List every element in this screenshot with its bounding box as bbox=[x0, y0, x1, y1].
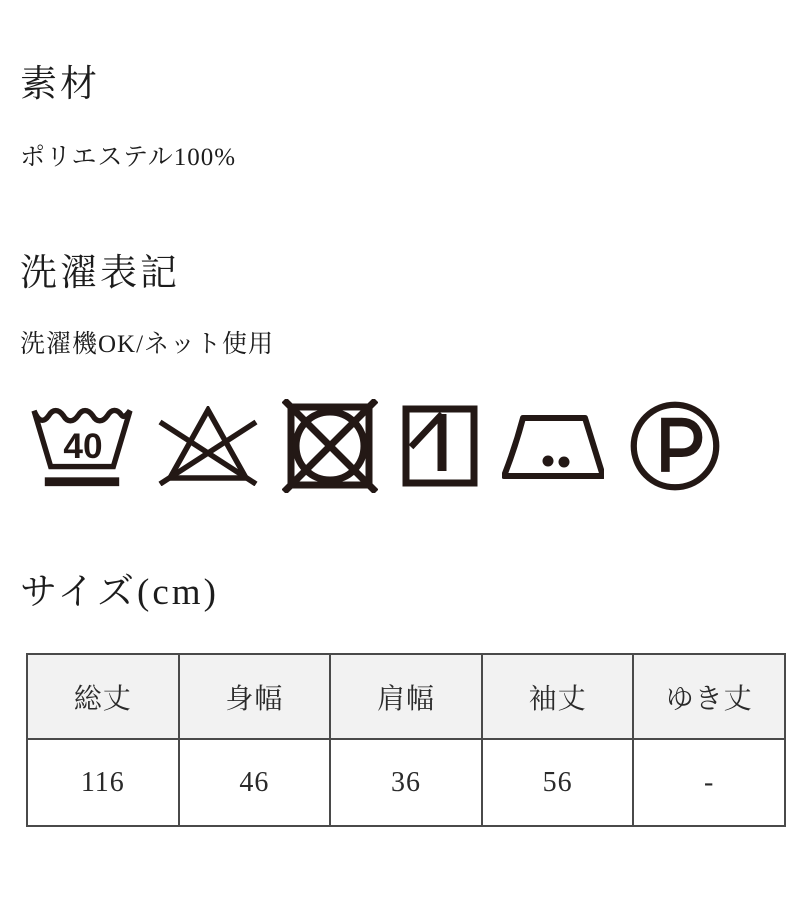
size-table-header-row bbox=[27, 654, 785, 739]
size-table-header-cell: 総丈 bbox=[27, 654, 179, 739]
material-section-title: 素材 bbox=[20, 64, 100, 105]
size-section-title: サイズ(cm) bbox=[20, 572, 219, 614]
size-table-value-cell: - bbox=[633, 739, 785, 826]
size-table bbox=[26, 653, 786, 827]
care-symbols-row bbox=[30, 396, 776, 496]
laundry-note: 洗濯機OK/ネット使用 bbox=[20, 331, 275, 359]
iron-two-dots-icon bbox=[502, 412, 604, 480]
size-table-row bbox=[27, 739, 785, 826]
wash-tub-40-mild-icon bbox=[30, 400, 134, 493]
size-table-value-cell: 116 bbox=[27, 739, 179, 826]
line-dry-in-shade-icon bbox=[402, 405, 478, 487]
size-table-header-cell: ゆき丈 bbox=[633, 654, 785, 739]
size-table-header-cell: 肩幅 bbox=[330, 654, 482, 739]
size-table-header-cell: 袖丈 bbox=[482, 654, 634, 739]
size-table-value-cell: 46 bbox=[179, 739, 331, 826]
size-table-value-cell: 56 bbox=[482, 739, 634, 826]
no-tumble-dry-icon bbox=[282, 399, 378, 493]
laundry-section-title: 洗濯表記 bbox=[20, 252, 180, 294]
size-table-body bbox=[27, 739, 785, 826]
material-value: ポリエステル100% bbox=[20, 143, 237, 171]
no-bleach-icon bbox=[158, 406, 258, 486]
size-table-header-cell: 身幅 bbox=[179, 654, 331, 739]
size-table-value-cell: 36 bbox=[330, 739, 482, 826]
dry-clean-p-icon bbox=[628, 399, 722, 493]
wash-temp-label: 40 bbox=[63, 426, 103, 466]
